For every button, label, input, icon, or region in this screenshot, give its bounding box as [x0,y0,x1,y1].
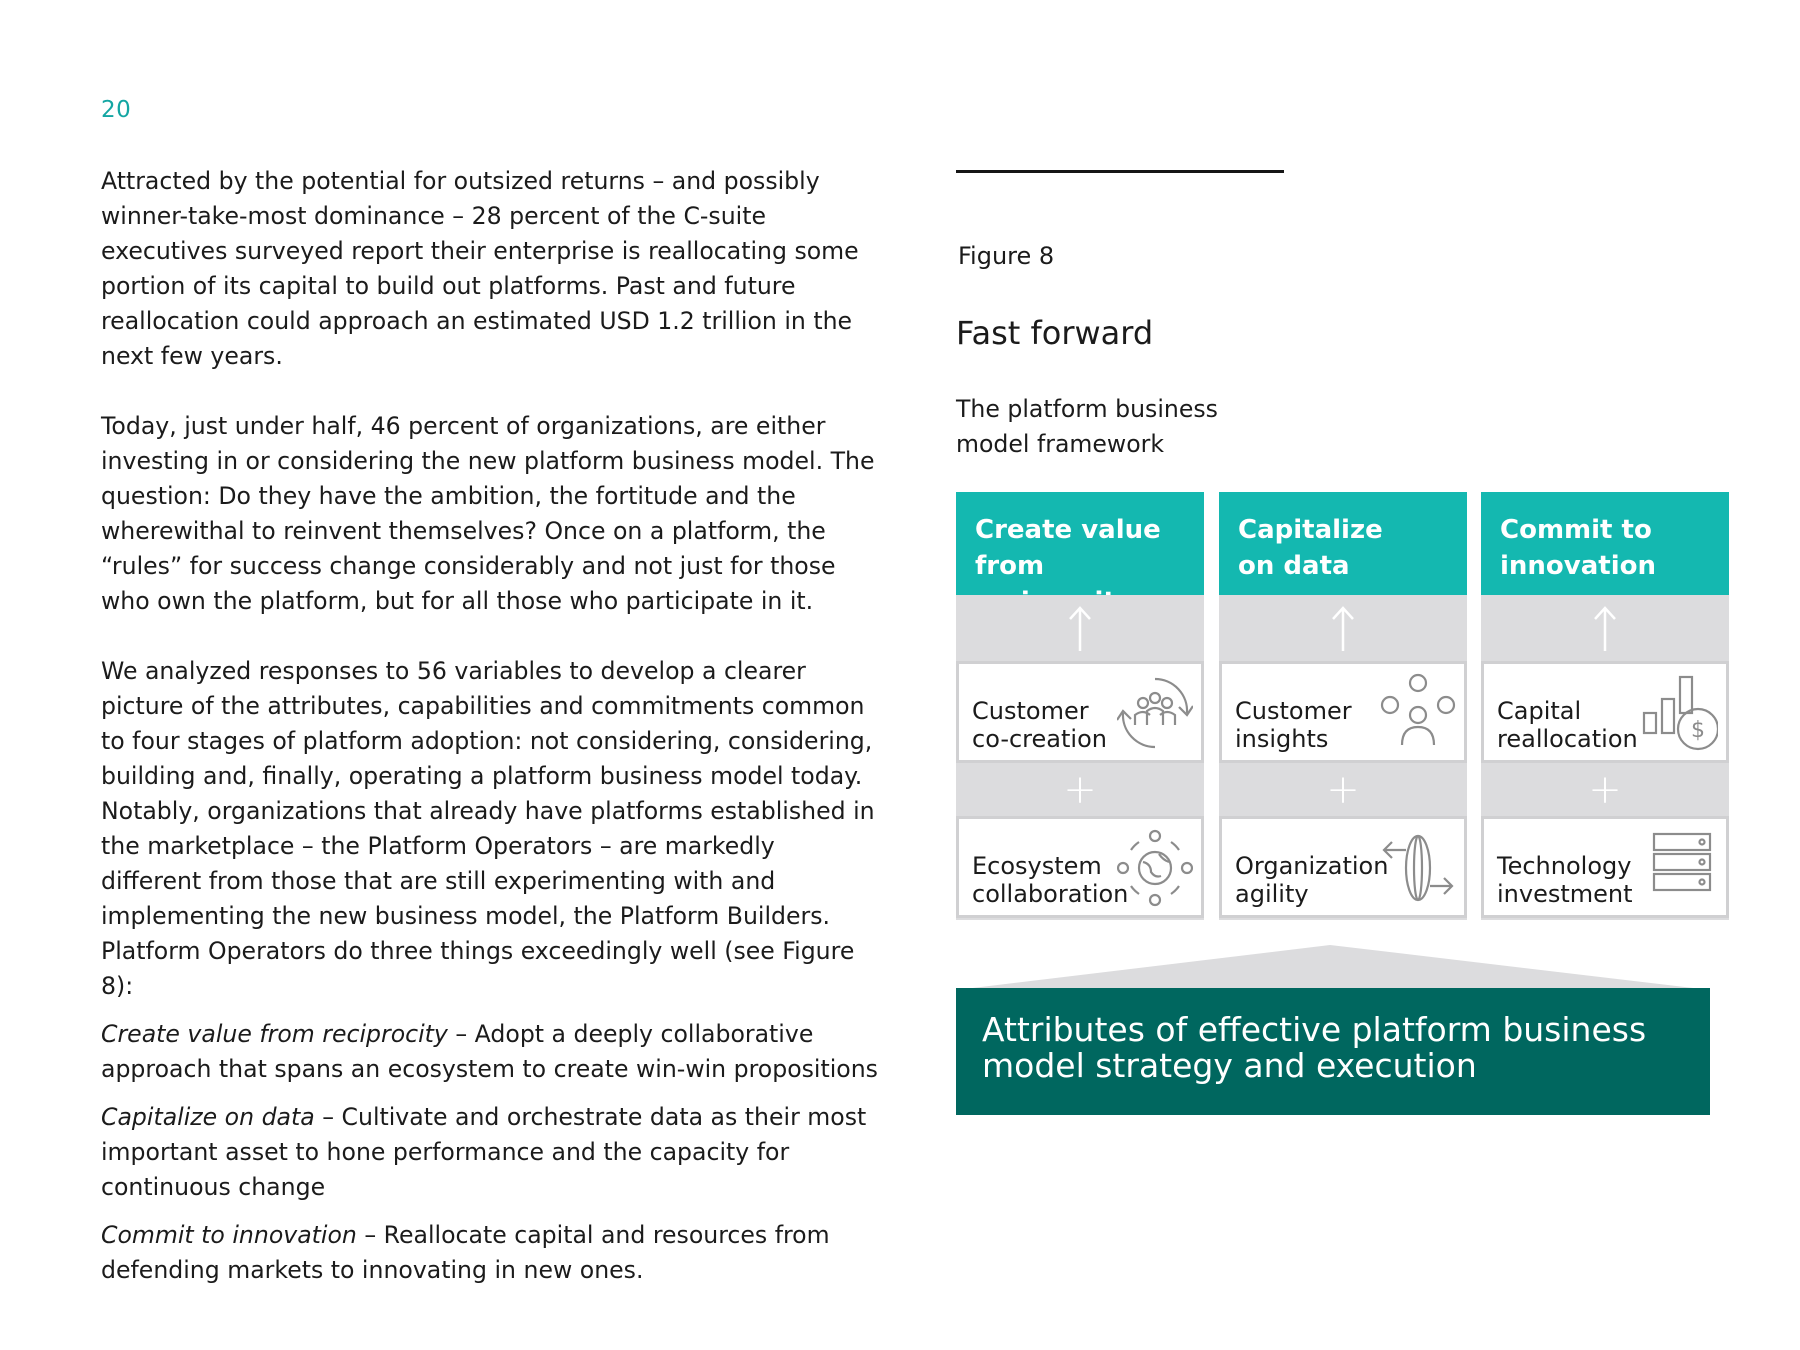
pillar-create-value [956,492,1204,920]
figure-rule [956,170,1284,173]
banner-line: model strategy and execution [982,1046,1477,1085]
item-text: – Adopt a deeply collaborative approach that spans an ecosystem to create win-win propositions [101,1020,878,1083]
funnel-triangle [956,940,1710,990]
cell-customer-co-creation [956,661,1204,763]
cell-customer-insights [1219,661,1467,763]
cell-label-line: insights [1235,725,1329,753]
page-number: 20 [101,97,132,123]
cell-label-line: Customer [1235,697,1352,725]
item-title: Commit to innovation [101,1221,357,1249]
figure-subtitle: The platform business model framework [956,395,1218,458]
cell-label-line: collaboration [972,880,1129,908]
pillar-heading-line: on data [1238,551,1350,581]
cell-label [1235,697,1352,753]
arrow-up-icon [1481,595,1729,661]
svg-text:$: $ [1691,718,1705,743]
pillar-body [956,595,1204,920]
list-item [101,1218,881,1288]
cell-label-line: Capital [1497,697,1582,725]
pillar-body [1481,595,1729,920]
list-item [101,1100,881,1205]
cell-label-line: co-creation [972,725,1107,753]
plus-icon: + [1326,766,1360,813]
cell-technology-investment [1481,816,1729,918]
arrow-up-icon [1219,595,1467,661]
cell-capital-reallocation [1481,661,1729,763]
paragraph-3: We analyzed responses to 56 variables to develop a clearer picture of the attributes, capabilities and commitments common to four stages of platform adoption: not considering, considering, building and, finally, operating a platform business model today. Notably, organizations that already have platforms established in the marketplace – the Platform Operators – are markedly different from those that are still experimenting with and implementing the new business model, the Platform Builders. Platform Operators do three things exceedingly well (see Figure 8): [101,657,875,1000]
cell-label-line: Organization [1235,852,1389,880]
user-insights-icon [1380,673,1456,757]
list-item [101,1017,881,1087]
pillar-body [1219,595,1467,920]
plus-icon: + [1588,766,1622,813]
item-title: Create value from reciprocity [101,1020,448,1048]
bar-chart-dollar-icon [1642,673,1718,759]
pillar-heading-line: innovation [1500,551,1656,581]
plus-icon: + [1063,766,1097,813]
globe-network-icon [1117,828,1193,912]
cell-label-line: Technology [1497,852,1632,880]
cell-label-line: Customer [972,697,1089,725]
cell-label-line: agility [1235,880,1309,908]
attributes-banner [956,988,1710,1115]
item-text: – Cultivate and orchestrate data as their most important asset to hone performance and the capacity for continuous change [101,1103,867,1201]
pillar-heading-line: Create value [975,515,1161,545]
cell-label [1235,852,1388,908]
cell-ecosystem-collaboration [956,816,1204,918]
cell-label [1497,852,1633,908]
pillar-heading [1219,492,1467,595]
pillar-heading [1481,492,1729,595]
item-title: Capitalize on data [101,1103,315,1131]
paragraph-2: Today, just under half, 46 percent of organizations, are either investing in or considering the new platform business model. The question: Do they have the ambition, the fortitude and the wherewithal to reinvent themselves? Once on a platform, the “rules” for success change considerably and not just for those who own the platform, but for all those who participate in it. [101,412,875,615]
cell-label [1497,697,1638,753]
pillar-heading-line: Capitalize [1238,515,1383,545]
item-text: – Reallocate capital and resources from defending markets to innovating in new ones. [101,1221,830,1284]
cell-label-line: investment [1497,880,1633,908]
cell-label [972,852,1128,908]
figure-title: Fast forward [956,314,1154,352]
cell-label-line: Ecosystem [972,852,1102,880]
pillar-capitalize-data [1219,492,1467,920]
pillar-heading [956,492,1204,595]
paragraph-1: Attracted by the potential for outsized returns – and possibly winner-take-most dominance – 28 percent of the C-suite executives surveyed report their enterprise is reallocating some portion of its capital to build out platforms. Past and future reallocation could approach an estimated USD 1.2 trillion in the next few years. [101,167,859,370]
body-text [101,164,881,1301]
arrow-up-icon [956,595,1204,661]
agility-arrows-icon [1380,828,1456,912]
cell-label-line: reallocation [1497,725,1638,753]
banner-line: Attributes of effective platform business [982,1010,1647,1049]
cell-label [972,697,1107,753]
server-stack-icon [1650,828,1718,904]
pillar-heading-line: from [975,551,1045,581]
cell-organization-agility [1219,816,1467,918]
pillar-heading-line: Commit to [1500,515,1652,545]
pillar-commit-innovation [1481,492,1729,920]
people-cycle-icon [1117,673,1193,757]
figure-label: Figure 8 [958,242,1055,270]
